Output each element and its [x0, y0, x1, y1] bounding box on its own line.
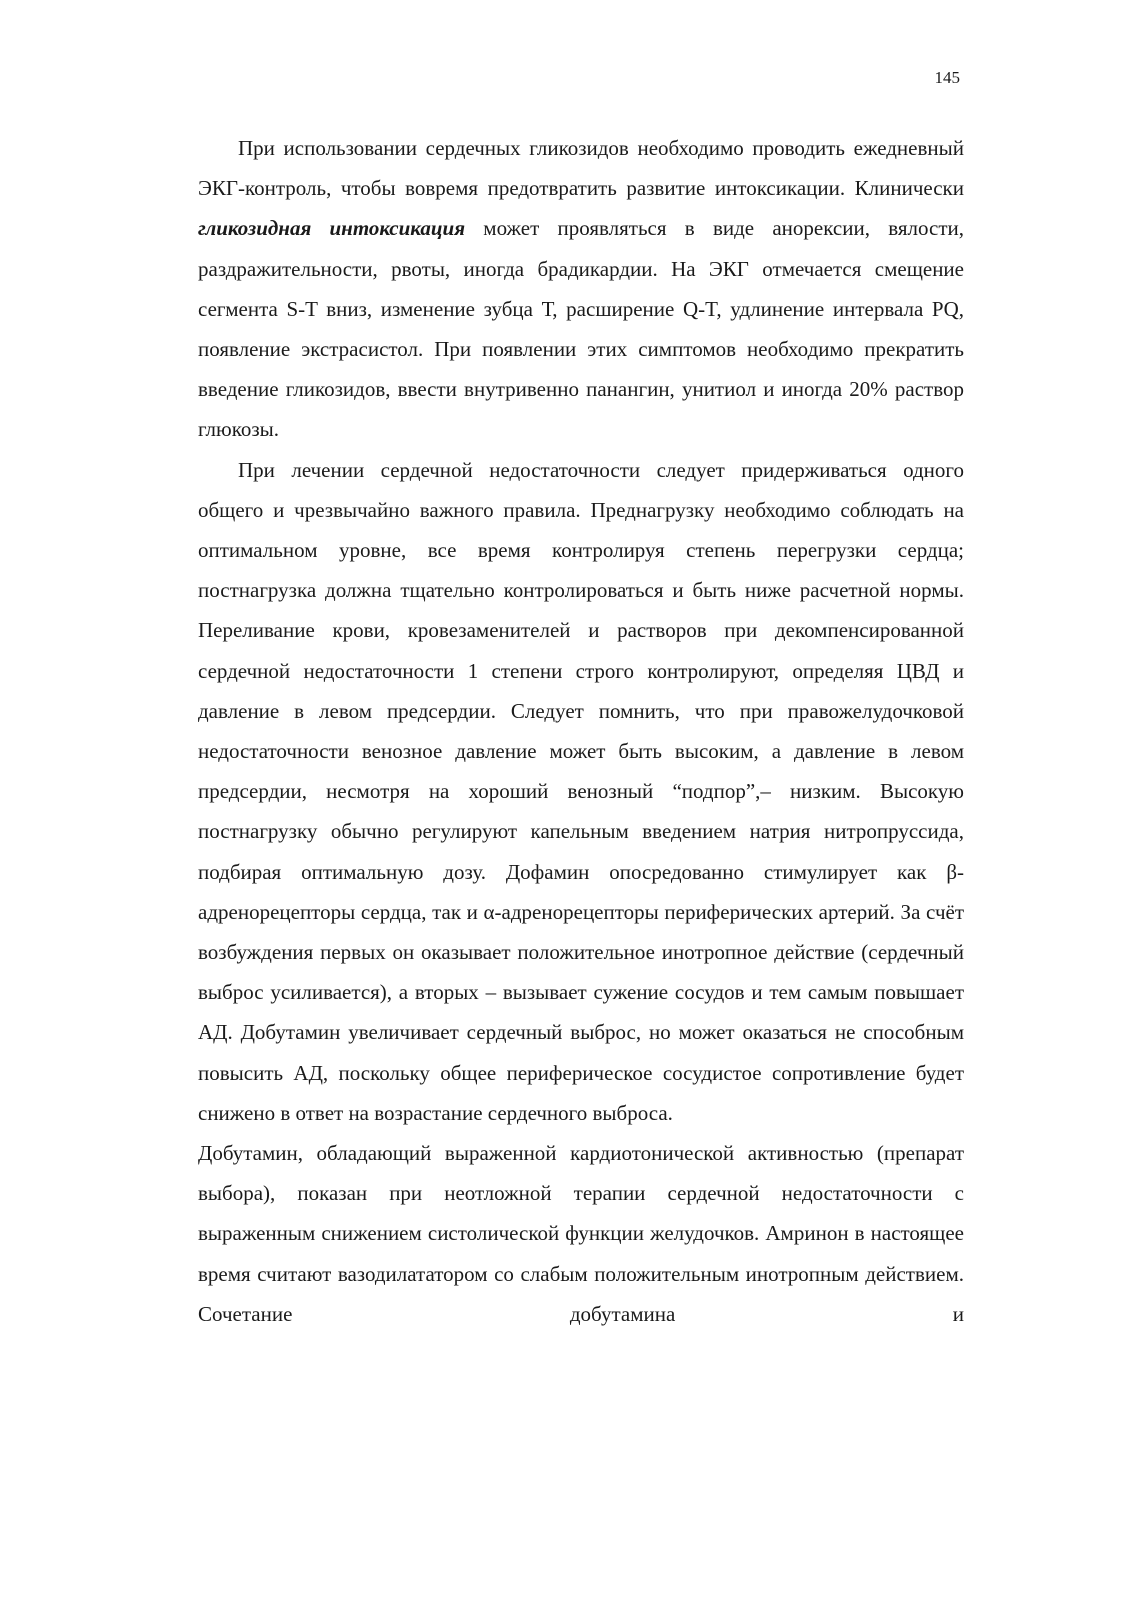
page-number: 145	[934, 68, 960, 87]
paragraph-glycoside-intoxication	[198, 128, 964, 450]
page-body	[198, 128, 964, 1334]
paragraph-text: может проявляться в виде анорексии, вялости, раздражительности, рвоты, иногда брадикардии. На ЭКГ отмечается смещение сегмента S-T вниз, изменение зубца Т, расширение Q-T, удлинение интервала PQ, появление экстрасистол. При появлении этих симптомов необходимо прекратить введение гликозидов, ввести внутривенно панангин, унитиол и иногда 20% раствор глюкозы.	[198, 216, 964, 442]
emphasized-term: гликозидная интоксикация	[198, 216, 466, 241]
paragraph-dobutamine: Добутамин, обладающий выраженной кардиотонической активностью (препарат выбора), показан при неотложной терапии сердечной недостаточности с выраженным снижением систолической функции желудочков. Амринон в настоящее время считают вазодилататором со слабым положительным инотропным действием. Сочетание добутамина и	[198, 1141, 964, 1326]
paragraph-heart-failure-treatment: При лечении сердечной недостаточности следует придерживаться одного общего и чрезвычайно важного правила. Преднагрузку необходимо соблюдать на оптимальном уровне, все время контролируя степень перегрузки сердца; постнагрузка должна тщательно контролироваться и быть ниже расчетной нормы. Переливание крови, кровезаменителей и растворов при декомпенсированной сердечной недостаточности 1 степени строго контролируют, определяя ЦВД и давление в левом предсердии. Следует помнить, что при правожелудочковой недостаточности венозное давление может быть высоким, а давление в левом предсердии, несмотря на хороший венозный “подпор”,– низким. Высокую постнагрузку обычно регулируют капельным введением натрия нитропруссида, подбирая оптимальную дозу. Дофамин опосредованно стимулирует как β-адренорецепторы сердца, так и α-адренорецепторы периферических артерий. За счёт возбуждения первых он оказывает положительное инотропное действие (сердечный выброс усиливается), а вторых – вызывает сужение сосудов и тем самым повышает АД. Добутамин увеличивает сердечный выброс, но может оказаться не способным повысить АД, поскольку общее периферическое сосудистое сопротивление будет снижено в ответ на возрастание сердечного выброса.	[198, 457, 964, 1125]
paragraph-text: При использовании сердечных гликозидов необходимо проводить ежедневный ЭКГ-контроль, чтобы вовремя предотвратить развитие интоксикации. Клинически	[198, 136, 964, 201]
